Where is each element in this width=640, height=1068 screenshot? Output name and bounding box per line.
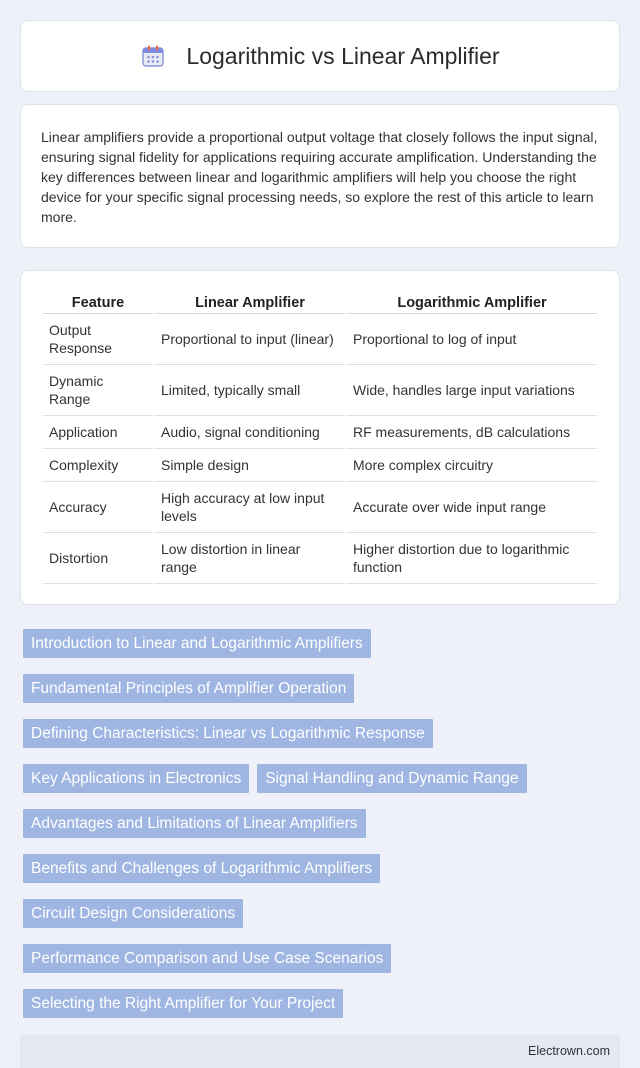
table-cell: Higher distortion due to logarithmic function — [347, 533, 597, 584]
intro-card — [20, 104, 620, 248]
table-cell: More complex circuitry — [347, 449, 597, 482]
table-cell: Limited, typically small — [155, 365, 345, 416]
topic-link[interactable]: Circuit Design Considerations — [23, 899, 243, 928]
table-cell: Output Response — [43, 314, 153, 365]
table-cell: Complexity — [43, 449, 153, 482]
topic-links — [20, 627, 620, 1020]
table-cell: Wide, handles large input variations — [347, 365, 597, 416]
table-header-feature: Feature — [43, 291, 153, 314]
topic-link[interactable]: Defining Characteristics: Linear vs Logarithmic Response — [23, 719, 433, 748]
header-card — [20, 20, 620, 92]
calendar-icon — [140, 43, 166, 69]
table-header-logarithmic: Logarithmic Amplifier — [347, 291, 597, 314]
topic-link[interactable]: Fundamental Principles of Amplifier Operation — [23, 674, 354, 703]
table-cell: Dynamic Range — [43, 365, 153, 416]
page-title: Logarithmic vs Linear Amplifier — [186, 42, 500, 69]
topic-link[interactable]: Benefits and Challenges of Logarithmic Amplifiers — [23, 854, 380, 883]
footer — [20, 1034, 620, 1068]
table-cell: Accuracy — [43, 482, 153, 533]
table-row — [43, 449, 597, 482]
table-cell: Distortion — [43, 533, 153, 584]
table-header-linear: Linear Amplifier — [155, 291, 345, 314]
intro-text: Linear amplifiers provide a proportional output voltage that closely follows the input signal, ensuring signal fidelity for applications requiring accurate amplification. Understanding the key differences between linear and logarithmic amplifiers will help you choose the right device for your specific signal processing needs, so explore the rest of this article to learn more. — [41, 129, 598, 225]
topic-link[interactable]: Performance Comparison and Use Case Scenarios — [23, 944, 391, 973]
table-cell: High accuracy at low input levels — [155, 482, 345, 533]
table-row — [43, 365, 597, 416]
table-row — [43, 482, 597, 533]
table-row — [43, 314, 597, 365]
footer-source: Electrown.com — [528, 1044, 610, 1058]
table-cell: RF measurements, dB calculations — [347, 416, 597, 449]
comparison-table — [41, 291, 599, 584]
table-cell: Low distortion in linear range — [155, 533, 345, 584]
table-row — [43, 533, 597, 584]
topic-link[interactable]: Advantages and Limitations of Linear Amplifiers — [23, 809, 366, 838]
topic-link[interactable]: Selecting the Right Amplifier for Your Project — [23, 989, 343, 1018]
table-cell: Proportional to input (linear) — [155, 314, 345, 365]
table-cell: Proportional to log of input — [347, 314, 597, 365]
comparison-table-card — [20, 270, 620, 605]
topic-link[interactable]: Signal Handling and Dynamic Range — [257, 764, 526, 793]
table-cell: Application — [43, 416, 153, 449]
table-cell: Simple design — [155, 449, 345, 482]
topic-link[interactable]: Introduction to Linear and Logarithmic Amplifiers — [23, 629, 371, 658]
topic-link[interactable]: Key Applications in Electronics — [23, 764, 249, 793]
table-cell: Accurate over wide input range — [347, 482, 597, 533]
table-cell: Audio, signal conditioning — [155, 416, 345, 449]
table-row — [43, 416, 597, 449]
table-header-row — [43, 291, 597, 314]
